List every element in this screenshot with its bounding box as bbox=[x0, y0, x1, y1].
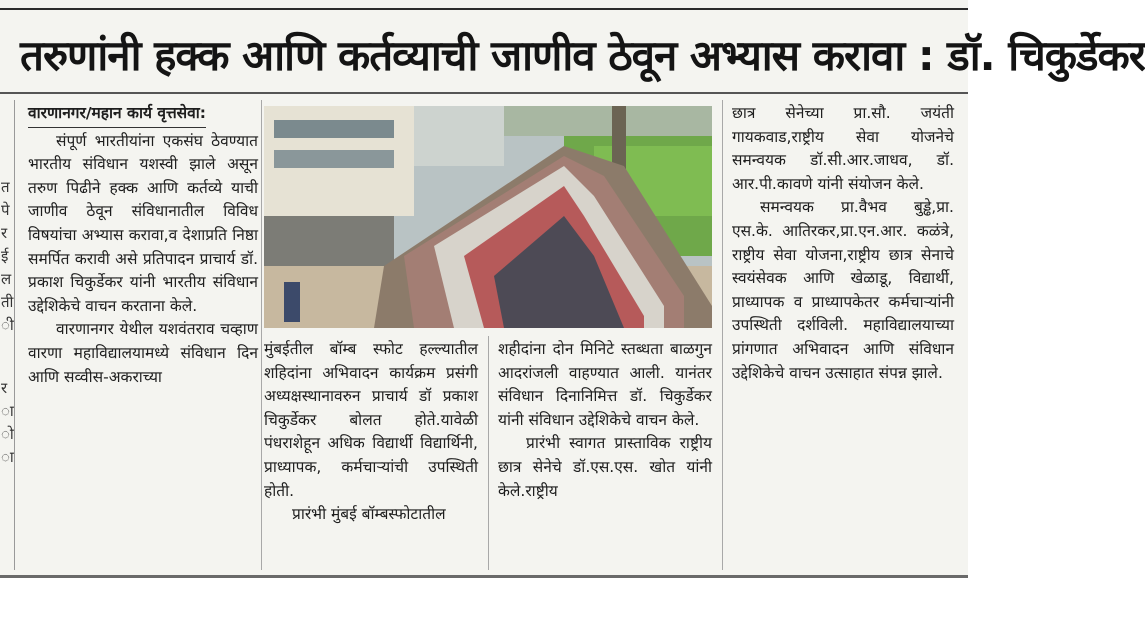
event-photo bbox=[264, 106, 712, 328]
edge-fragment: ा bbox=[1, 402, 14, 420]
headline-rule bbox=[0, 92, 968, 94]
article-column-3 bbox=[498, 338, 712, 503]
crowd-photo-illustration bbox=[264, 106, 712, 328]
paragraph: समन्वयक प्रा.वैभव बुड्ढे,प्रा. एस.के. आतिरकर,प्रा.एन.आर. कळंत्रे, राष्ट्रीय सेवा योजना,राष्ट्रीय छात्र सेनाचे स्वयंसेवक आणि खेळाडू, विद्यार्थी, प्राध्यापक व प्राध्यापकेतर कर्मचाऱ्यांनी उपस्थिती दर्शविली. महाविद्यालयाच्या प्रांगणात अभिवादन आणि संविधान उद्देशिकेचे वाचन उत्साहात संपन्न झाले. bbox=[732, 198, 954, 382]
edge-fragment: त bbox=[1, 178, 10, 196]
paragraph: वारणानगर येथील यशवंतराव चव्हाण वारणा महाविद्यालयामध्ये संविधान दिन आणि सव्वीस-अकराच्या bbox=[28, 320, 258, 386]
edge-fragment: ी bbox=[1, 316, 14, 334]
edge-fragment: र bbox=[1, 379, 8, 397]
edge-fragment: ती bbox=[1, 293, 14, 311]
headline: तरुणांनी हक्क आणि कर्तव्याची जाणीव ठेवून अभ्यास करावा : डॉ. चिकुर्डेकर bbox=[20, 31, 1145, 80]
column-divider bbox=[488, 336, 489, 570]
bottom-border bbox=[0, 575, 968, 578]
top-border bbox=[0, 8, 968, 10]
edge-fragment: पे bbox=[1, 201, 10, 219]
edge-fragment: ई bbox=[1, 247, 9, 265]
paragraph: छात्र सेनेच्या प्रा.सौ. जयंती गायकवाड,राष्ट्रीय सेवा योजनेचे समन्वयक डॉ.सी.आर.जाधव, डॉ. आर.पी.कावणे यांनी संयोजन केले. bbox=[732, 104, 954, 193]
paragraph: संपूर्ण भारतीयांना एकसंघ ठेवण्यात भारतीय संविधान यशस्वी झाले असून तरुण पिढीने हक्क आणि कर्तव्ये याची जाणीव ठेवून संविधानातील विविध विषयांचा अभ्यास करावा,व देशाप्रति निष्ठा समर्पित करावी असे प्रतिपादन प्राचार्य डॉ. प्रकाश चिकुर्डेकर यांनी भारतीय संविधान उद्देशिकेचे वाचन करताना केले. bbox=[28, 131, 258, 315]
paragraph: प्रारंभी मुंबई बॉम्बस्फोटातील bbox=[292, 505, 446, 524]
edge-fragment: ो bbox=[1, 425, 14, 443]
paragraph: मुंबईतील बॉम्ब स्फोट हल्ल्यातील शहिदांना अभिवादन कार्यक्रम प्रसंगी अध्यक्षस्थानावरुन प्राचार्य डॉ प्रकाश चिकुर्डेकर बोलत होते.यावेळी पंधराशेहून अधिक विद्यार्थी विद्यार्थिनी, प्राध्यापक, कर्मचाऱ्यांची उपस्थिती होती. bbox=[264, 340, 478, 500]
article-column-4 bbox=[732, 102, 954, 385]
edge-fragment: ल bbox=[1, 270, 12, 288]
edge-fragment: ा bbox=[1, 448, 14, 466]
paragraph: शहीदांना दोन मिनिटे स्तब्धता बाळगुन आदरांजली वाहण्यात आली. यानंतर संविधान दिनानिमित्त डॉ. चिकुर्डेकर यांनी संविधान उद्देशिकेचे वाचन केले. bbox=[498, 340, 712, 429]
column-divider bbox=[261, 100, 262, 570]
column-divider bbox=[722, 100, 723, 570]
paragraph: प्रारंभी स्वागत प्रास्ताविक राष्ट्रीय छात्र सेनेचे डॉ.एस.एस. खोत यांनी केले.राष्ट्रीय bbox=[498, 434, 712, 500]
dateline: वारणानगर/महान कार्य वृत्तसेवा: bbox=[28, 102, 206, 128]
article-column-1 bbox=[28, 102, 258, 389]
article-column-2 bbox=[264, 338, 478, 527]
edge-fragment: र bbox=[1, 224, 8, 242]
adjacent-column-fragment bbox=[0, 100, 15, 570]
